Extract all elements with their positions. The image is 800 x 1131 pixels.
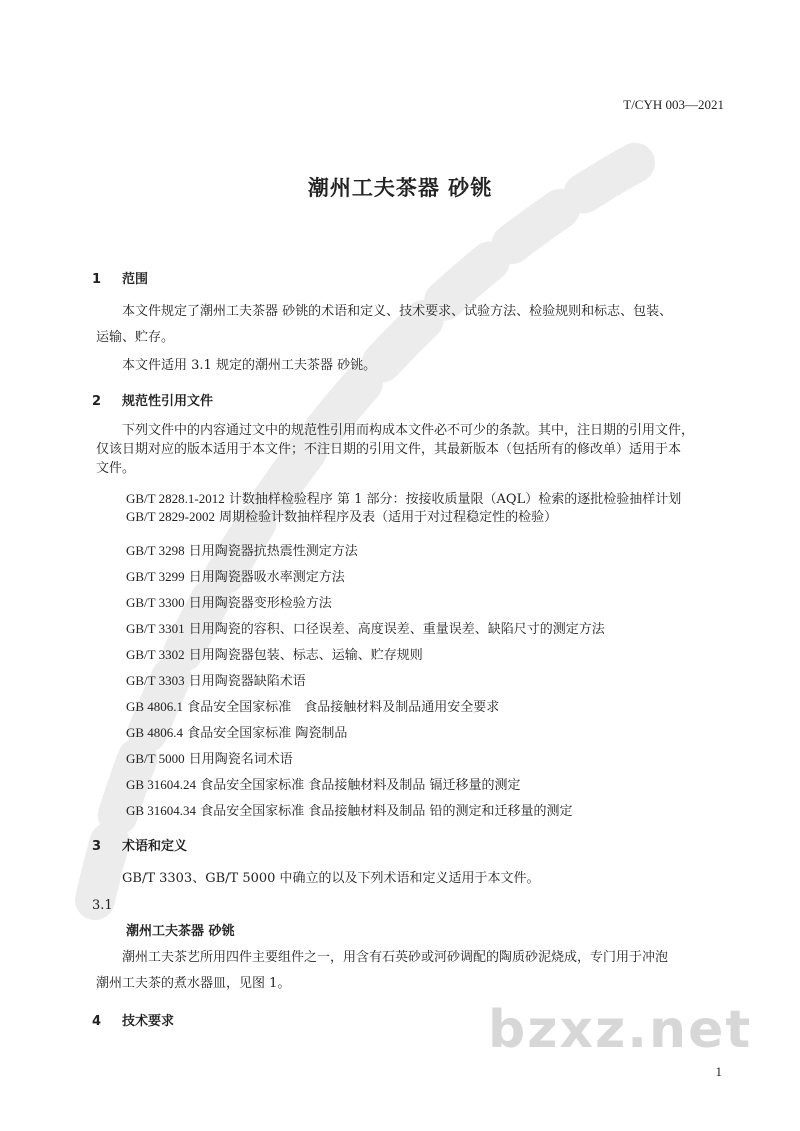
page-number: 1: [715, 1064, 722, 1079]
reference-code: GB 31604.34: [126, 803, 197, 818]
section-1-heading: [92, 268, 148, 287]
reference-item: [126, 800, 572, 819]
section-3-heading: [92, 835, 187, 854]
reference-code: GB/T 3302: [126, 647, 185, 662]
reference-code: GB 4806.1: [126, 699, 184, 714]
section-1-paragraph-2: 本文件适用 3.1 规定的潮州工夫茶器 砂铫。: [122, 358, 377, 373]
reference-item: [126, 488, 681, 507]
reference-item: [126, 618, 605, 637]
term-definition-line-2: 潮州工夫茶的煮水器皿，见图 1。: [96, 976, 291, 991]
reference-title: 日用陶瓷器抗热震性测定方法: [188, 544, 358, 559]
section-2-intro-line-1: 下列文件中的内容通过文中的规范性引用而构成本文件必不可少的条款。其中，注日期的引用文件，: [122, 423, 695, 438]
reference-item: [126, 774, 520, 793]
reference-title: 日用陶瓷器吸水率测定方法: [188, 570, 345, 585]
reference-title: 食品安全国家标准 陶瓷制品: [187, 726, 348, 741]
reference-title: 食品安全国家标准 食品接触材料及制品通用安全要求: [187, 700, 500, 715]
reference-code: GB/T 3301: [126, 621, 185, 636]
watermark-site-text: bzxz.net: [488, 1000, 753, 1060]
reference-title: 食品安全国家标准 食品接触材料及制品 镉迁移量的测定: [200, 778, 521, 793]
section-number: 3: [92, 839, 102, 854]
section-title: 术语和定义: [122, 839, 188, 854]
reference-title: 日用陶瓷器缺陷术语: [188, 674, 306, 689]
section-1-paragraph-1-line-1: 本文件规定了潮州工夫茶器 砂铫的术语和定义、技术要求、试验方法、检验规则和标志、包装、: [122, 304, 673, 319]
section-1-paragraph-1-line-2: 运输、贮存。: [96, 330, 175, 345]
section-title: 规范性引用文件: [122, 394, 214, 409]
reference-code: GB/T 3300: [126, 595, 185, 610]
reference-title: 日用陶瓷器包装、标志、运输、贮存规则: [188, 648, 423, 663]
reference-item: [126, 540, 358, 559]
reference-code: GB/T 3299: [126, 569, 185, 584]
reference-code: GB/T 5000: [126, 751, 185, 766]
reference-code: GB 4806.4: [126, 725, 184, 740]
section-2-heading: [92, 390, 213, 409]
section-4-heading: [92, 1010, 174, 1029]
reference-code: GB/T 3303: [126, 673, 185, 688]
section-number: 1: [92, 272, 102, 287]
section-2-intro-line-2: 仅该日期对应的版本适用于本文件；不注日期的引用文件，其最新版本（包括所有的修改单）适用于本: [96, 442, 682, 457]
section-3-intro: GB/T 3303、GB/T 5000 中确立的以及下列术语和定义适用于本文件。: [122, 871, 540, 886]
reference-code: GB 31604.24: [126, 777, 197, 792]
reference-item: [126, 506, 557, 525]
term-name: 潮州工夫茶器 砂铫: [126, 924, 235, 939]
reference-code: GB/T 2829-2002: [126, 509, 215, 524]
reference-title: 日用陶瓷名词术语: [188, 752, 293, 767]
reference-title: 食品安全国家标准 食品接触材料及制品 铅的测定和迁移量的测定: [200, 804, 573, 819]
section-2-intro-line-3: 文件。: [96, 461, 136, 476]
reference-item: [126, 670, 306, 689]
reference-item: [126, 722, 347, 741]
reference-item: [126, 644, 423, 663]
section-number: 4: [92, 1014, 102, 1029]
reference-title: 计数抽样检验程序 第 1 部分：按接收质量限（AQL）检索的逐批检验抽样计划: [228, 492, 682, 507]
document-title: 潮州工夫茶器 砂铫: [307, 176, 493, 200]
reference-item: [126, 592, 332, 611]
reference-code: GB/T 2828.1-2012: [126, 491, 225, 506]
reference-item: [126, 566, 345, 585]
reference-title: 日用陶瓷器变形检验方法: [188, 596, 332, 611]
term-number: 3.1: [92, 898, 113, 913]
reference-title: 周期检验计数抽样程序及表（适用于对过程稳定性的检验）: [219, 510, 558, 525]
section-title: 范围: [122, 272, 149, 287]
document-code: T/CYH 003—2021: [623, 97, 724, 112]
term-definition-line-1: 潮州工夫茶艺所用四件主要组件之一，用含有石英砂或河砂调配的陶质砂泥烧成，专门用于冲泡: [122, 950, 669, 965]
section-title: 技术要求: [122, 1014, 175, 1029]
reference-title: 日用陶瓷的容积、口径误差、高度误差、重量误差、缺陷尺寸的测定方法: [188, 622, 605, 637]
reference-code: GB/T 3298: [126, 543, 185, 558]
section-number: 2: [92, 394, 102, 409]
reference-item: [126, 748, 293, 767]
reference-item: [126, 696, 499, 715]
